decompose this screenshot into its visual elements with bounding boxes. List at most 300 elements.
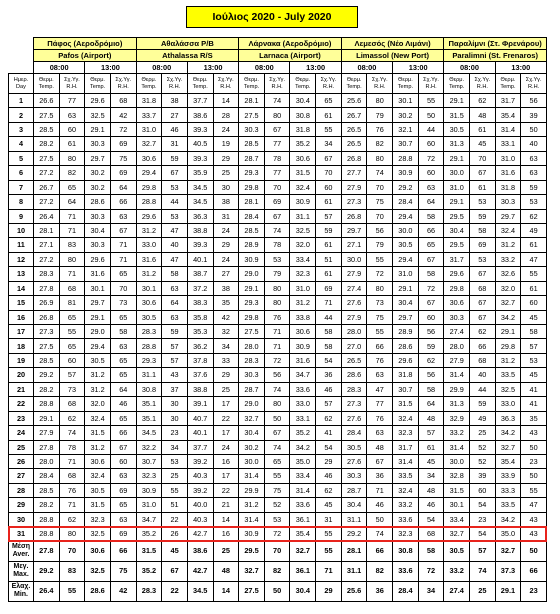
- value-cell: 29.4: [85, 339, 111, 353]
- value-cell: 29.1: [239, 281, 265, 295]
- value-cell: 68: [59, 281, 85, 295]
- station-greek-name: Παραλίμνι (Στ. Φρενάρου): [444, 38, 547, 50]
- value-cell: 69: [470, 238, 496, 252]
- value-cell: 31.2: [136, 223, 162, 237]
- value-cell: 55: [418, 94, 444, 108]
- value-cell: 44: [418, 122, 444, 136]
- value-cell: 26.5: [341, 353, 367, 367]
- value-cell: 29: [213, 368, 239, 382]
- value-cell: 30.3: [495, 195, 521, 209]
- value-cell: 25: [162, 469, 188, 483]
- value-cell: 29.9: [444, 382, 470, 396]
- value-cell: 34.5: [136, 426, 162, 440]
- value-cell: 71: [110, 238, 136, 252]
- value-cell: 29.8: [444, 281, 470, 295]
- value-cell: 28.1: [239, 195, 265, 209]
- value-cell: 28.7: [239, 382, 265, 396]
- value-cell: 29.6: [136, 209, 162, 223]
- value-cell: 39: [470, 469, 496, 483]
- value-cell: 56: [418, 325, 444, 339]
- stats-value: 29.1: [495, 581, 521, 601]
- value-cell: 44: [162, 195, 188, 209]
- value-cell: 66: [110, 426, 136, 440]
- value-cell: 65: [110, 498, 136, 512]
- value-cell: 59: [470, 209, 496, 223]
- value-cell: 25: [213, 166, 239, 180]
- value-cell: 74: [264, 440, 290, 454]
- table-row: [9, 440, 547, 454]
- value-cell: 74: [264, 382, 290, 396]
- value-cell: 29.9: [239, 483, 265, 497]
- value-cell: 70: [367, 180, 393, 194]
- value-cell: 80: [264, 397, 290, 411]
- value-cell: 30.9: [239, 252, 265, 266]
- temp-header: Θερμ. Temp.: [341, 74, 367, 94]
- value-cell: 28.5: [239, 137, 265, 151]
- value-cell: 59: [162, 325, 188, 339]
- value-cell: 29.0: [239, 397, 265, 411]
- value-cell: 30.2: [393, 108, 419, 122]
- value-cell: 27.9: [341, 310, 367, 324]
- stats-value: 32.7: [239, 561, 265, 581]
- table-row: [9, 166, 547, 180]
- day-cell: 14: [9, 281, 34, 295]
- value-cell: 60: [521, 296, 547, 310]
- value-cell: 30.9: [393, 166, 419, 180]
- value-cell: 38.7: [187, 267, 213, 281]
- value-cell: 67: [470, 267, 496, 281]
- value-cell: 30.1: [85, 281, 111, 295]
- stats-value: 23: [521, 581, 547, 601]
- value-cell: 71: [59, 209, 85, 223]
- value-cell: 29.0: [85, 325, 111, 339]
- value-cell: 50: [521, 122, 547, 136]
- value-cell: 33.2: [444, 426, 470, 440]
- value-cell: 65: [316, 94, 342, 108]
- stats-value: 31.5: [136, 541, 162, 561]
- value-cell: 35.4: [495, 108, 521, 122]
- value-cell: 29.6: [444, 267, 470, 281]
- value-cell: 37.7: [187, 440, 213, 454]
- value-cell: 58: [418, 209, 444, 223]
- value-cell: 64: [418, 397, 444, 411]
- stats-value: 25: [470, 581, 496, 601]
- value-cell: 56: [264, 368, 290, 382]
- value-cell: 70: [316, 166, 342, 180]
- value-cell: 67: [162, 166, 188, 180]
- day-cell: 25: [9, 440, 34, 454]
- value-cell: 67: [110, 223, 136, 237]
- temp-header: Θερμ. Temp.: [495, 74, 521, 94]
- value-cell: 33.2: [495, 252, 521, 266]
- value-cell: 67: [470, 296, 496, 310]
- value-cell: 26.9: [34, 296, 60, 310]
- value-cell: 29.2: [341, 527, 367, 541]
- value-cell: 24: [213, 440, 239, 454]
- value-cell: 47: [521, 498, 547, 512]
- value-cell: 30.3: [239, 368, 265, 382]
- value-cell: 63: [110, 512, 136, 526]
- value-cell: 22: [213, 483, 239, 497]
- value-cell: 49: [521, 223, 547, 237]
- value-cell: 50: [521, 469, 547, 483]
- value-cell: 29.0: [239, 267, 265, 281]
- value-cell: 68: [470, 281, 496, 295]
- value-cell: 40.1: [187, 426, 213, 440]
- value-cell: 80: [264, 108, 290, 122]
- table-row: [9, 454, 547, 468]
- value-cell: 63: [521, 151, 547, 165]
- value-cell: 33.5: [495, 368, 521, 382]
- value-cell: 30.6: [136, 151, 162, 165]
- value-cell: 40.5: [187, 137, 213, 151]
- value-cell: 65: [110, 411, 136, 425]
- stats-value: 67: [162, 561, 188, 581]
- value-cell: 30.3: [444, 310, 470, 324]
- value-cell: 31.6: [495, 166, 521, 180]
- value-cell: 58: [110, 325, 136, 339]
- value-cell: 32.4: [85, 469, 111, 483]
- table-row: [9, 368, 547, 382]
- value-cell: 26.5: [341, 137, 367, 151]
- stats-value: 29.5: [239, 541, 265, 561]
- value-cell: 46: [316, 382, 342, 396]
- value-cell: 34.5: [187, 180, 213, 194]
- value-cell: 33.1: [495, 137, 521, 151]
- rh-header: Σχ.Υγ. R.H.: [418, 74, 444, 94]
- value-cell: 75: [367, 310, 393, 324]
- value-cell: 30.3: [85, 137, 111, 151]
- value-cell: 16: [213, 454, 239, 468]
- value-cell: 31.4: [444, 440, 470, 454]
- value-cell: 29.1: [444, 94, 470, 108]
- time-header: 13:00: [290, 62, 341, 74]
- stats-value: 27.5: [239, 581, 265, 601]
- value-cell: 33.3: [495, 483, 521, 497]
- value-cell: 33: [213, 353, 239, 367]
- stats-row: [9, 561, 547, 581]
- value-cell: 27.9: [341, 180, 367, 194]
- stats-value: 29.2: [34, 561, 60, 581]
- stats-value: 70: [264, 541, 290, 561]
- value-cell: 31.1: [136, 368, 162, 382]
- value-cell: 30.5: [444, 122, 470, 136]
- rh-header: Σχ.Υγ. R.H.: [213, 74, 239, 94]
- temp-header: Θερμ. Temp.: [290, 74, 316, 94]
- value-cell: 39.2: [187, 483, 213, 497]
- table-row: [9, 469, 547, 483]
- table-row: [9, 209, 547, 223]
- value-cell: 30.5: [341, 440, 367, 454]
- value-cell: 26: [162, 527, 188, 541]
- value-cell: 33.5: [495, 498, 521, 512]
- value-cell: 25: [470, 426, 496, 440]
- day-cell: 7: [9, 180, 34, 194]
- temp-header: Θερμ. Temp.: [136, 74, 162, 94]
- value-cell: 32.5: [290, 223, 316, 237]
- day-cell: 28: [9, 483, 34, 497]
- value-cell: 38.3: [187, 296, 213, 310]
- value-cell: 30.6: [290, 151, 316, 165]
- value-cell: 65: [59, 180, 85, 194]
- stats-label: Μεγ. Max.: [9, 561, 34, 581]
- value-cell: 58: [162, 267, 188, 281]
- value-cell: 33.8: [290, 310, 316, 324]
- value-cell: 44: [316, 310, 342, 324]
- value-cell: 53: [521, 195, 547, 209]
- value-cell: 58: [418, 267, 444, 281]
- value-cell: 27.5: [34, 151, 60, 165]
- value-cell: 28.8: [136, 195, 162, 209]
- value-cell: 77: [367, 397, 393, 411]
- value-cell: 26.5: [341, 122, 367, 136]
- value-cell: 63: [110, 469, 136, 483]
- value-cell: 41: [521, 382, 547, 396]
- day-cell: 18: [9, 339, 34, 353]
- value-cell: 46: [418, 498, 444, 512]
- value-cell: 42.7: [187, 527, 213, 541]
- value-cell: 31.7: [444, 252, 470, 266]
- value-cell: 17: [213, 469, 239, 483]
- rh-header: Σχ.Υγ. R.H.: [59, 74, 85, 94]
- value-cell: 33.6: [393, 512, 419, 526]
- value-cell: 56: [521, 94, 547, 108]
- value-cell: 74: [59, 426, 85, 440]
- value-cell: 63: [367, 426, 393, 440]
- value-cell: 36.3: [495, 411, 521, 425]
- value-cell: 50: [264, 411, 290, 425]
- value-cell: 73: [110, 296, 136, 310]
- value-cell: 55: [59, 325, 85, 339]
- value-cell: 63: [162, 281, 188, 295]
- rh-header: Σχ.Υγ. R.H.: [367, 74, 393, 94]
- value-cell: 56: [367, 223, 393, 237]
- value-cell: 27.1: [341, 238, 367, 252]
- value-cell: 59: [162, 151, 188, 165]
- value-cell: 31.6: [136, 252, 162, 266]
- value-cell: 38.6: [187, 108, 213, 122]
- value-cell: 35: [521, 411, 547, 425]
- value-cell: 29.5: [444, 238, 470, 252]
- value-cell: 35.2: [290, 137, 316, 151]
- value-cell: 65: [264, 454, 290, 468]
- value-cell: 30.5: [393, 238, 419, 252]
- stats-value: 72: [418, 561, 444, 581]
- value-cell: 51: [162, 498, 188, 512]
- stats-value: 34: [418, 581, 444, 601]
- day-cell: 13: [9, 267, 34, 281]
- value-cell: 62: [418, 353, 444, 367]
- day-cell: 4: [9, 137, 34, 151]
- stats-value: 36: [367, 581, 393, 601]
- value-cell: 31.2: [495, 238, 521, 252]
- value-cell: 32.4: [495, 223, 521, 237]
- value-cell: 61: [521, 281, 547, 295]
- value-cell: 26.8: [341, 209, 367, 223]
- value-cell: 27.5: [239, 325, 265, 339]
- stats-value: 22: [162, 581, 188, 601]
- stats-value: 25: [213, 541, 239, 561]
- day-cell: 20: [9, 368, 34, 382]
- value-cell: 47: [162, 252, 188, 266]
- value-cell: 29.8: [239, 310, 265, 324]
- value-cell: 31.8: [136, 94, 162, 108]
- value-cell: 43: [521, 527, 547, 541]
- value-cell: 40: [470, 368, 496, 382]
- value-cell: 30.1: [444, 498, 470, 512]
- value-cell: 71: [316, 296, 342, 310]
- value-cell: 32.7: [239, 411, 265, 425]
- day-cell: 3: [9, 122, 34, 136]
- value-cell: 69: [110, 527, 136, 541]
- value-cell: 39.2: [187, 454, 213, 468]
- value-cell: 49: [470, 411, 496, 425]
- day-cell: 8: [9, 195, 34, 209]
- value-cell: 55: [521, 267, 547, 281]
- value-cell: 28: [213, 108, 239, 122]
- time-header: 08:00: [444, 62, 495, 74]
- value-cell: 79: [367, 108, 393, 122]
- value-cell: 63: [110, 209, 136, 223]
- value-cell: 67: [110, 440, 136, 454]
- value-cell: 83: [59, 238, 85, 252]
- value-cell: 59: [470, 397, 496, 411]
- value-cell: 27.8: [34, 281, 60, 295]
- value-cell: 32.4: [290, 180, 316, 194]
- value-cell: 55: [316, 527, 342, 541]
- value-cell: 61: [470, 180, 496, 194]
- value-cell: 36: [316, 368, 342, 382]
- value-cell: 76: [367, 122, 393, 136]
- stats-value: 30.6: [85, 541, 111, 561]
- table-row: [9, 137, 547, 151]
- value-cell: 68: [59, 397, 85, 411]
- value-cell: 80: [264, 281, 290, 295]
- time-header: 08:00: [239, 62, 290, 74]
- value-cell: 28.5: [34, 483, 60, 497]
- value-cell: 34.2: [495, 310, 521, 324]
- value-cell: 33.2: [393, 498, 419, 512]
- value-cell: 41: [316, 426, 342, 440]
- stats-value: 14: [213, 581, 239, 601]
- value-cell: 72: [264, 527, 290, 541]
- value-cell: 50: [521, 440, 547, 454]
- value-cell: 55: [521, 483, 547, 497]
- rh-header: Σχ.Υγ. R.H.: [470, 74, 496, 94]
- value-cell: 24: [213, 122, 239, 136]
- value-cell: 71: [264, 325, 290, 339]
- day-cell: 31: [9, 527, 34, 541]
- value-cell: 34: [213, 339, 239, 353]
- value-cell: 29.1: [444, 151, 470, 165]
- value-cell: 29.2: [393, 180, 419, 194]
- value-cell: 32.4: [393, 411, 419, 425]
- value-cell: 22: [162, 512, 188, 526]
- value-cell: 31.2: [495, 353, 521, 367]
- value-cell: 27.3: [341, 195, 367, 209]
- value-cell: 39.3: [187, 151, 213, 165]
- day-cell: 29: [9, 498, 34, 512]
- value-cell: 31.2: [239, 498, 265, 512]
- station-greek-name: Αθαλάσσα Ρ/Β: [136, 38, 239, 50]
- value-cell: 64: [110, 180, 136, 194]
- value-cell: 27.4: [444, 325, 470, 339]
- value-cell: 35.8: [187, 310, 213, 324]
- value-cell: 58: [470, 223, 496, 237]
- stats-value: 66: [367, 541, 393, 561]
- value-cell: 41: [521, 397, 547, 411]
- value-cell: 14: [213, 94, 239, 108]
- value-cell: 80: [367, 281, 393, 295]
- value-cell: 69: [264, 195, 290, 209]
- value-cell: 31.1: [290, 209, 316, 223]
- value-cell: 29.4: [393, 209, 419, 223]
- value-cell: 31.2: [290, 296, 316, 310]
- temp-header: Θερμ. Temp.: [187, 74, 213, 94]
- value-cell: 29: [213, 238, 239, 252]
- stats-value: 45: [162, 541, 188, 561]
- value-cell: 27.2: [34, 166, 60, 180]
- stats-value: 30.4: [290, 581, 316, 601]
- value-cell: 33.4: [444, 512, 470, 526]
- value-cell: 30.4: [444, 223, 470, 237]
- value-cell: 40: [162, 238, 188, 252]
- value-cell: 28.0: [239, 339, 265, 353]
- value-cell: 28.4: [239, 209, 265, 223]
- value-cell: 32.0: [85, 397, 111, 411]
- value-cell: 32.5: [85, 108, 111, 122]
- value-cell: 28.8: [34, 527, 60, 541]
- value-cell: 80: [367, 151, 393, 165]
- value-cell: 52: [470, 440, 496, 454]
- stats-value: 32.5: [85, 561, 111, 581]
- value-cell: 32.8: [444, 469, 470, 483]
- value-cell: 63: [521, 166, 547, 180]
- value-cell: 29.6: [85, 94, 111, 108]
- value-cell: 30.9: [136, 483, 162, 497]
- value-cell: 78: [59, 440, 85, 454]
- value-cell: 61: [418, 440, 444, 454]
- value-cell: 69: [110, 137, 136, 151]
- value-cell: 28.1: [239, 94, 265, 108]
- value-cell: 55: [264, 469, 290, 483]
- table-row: [9, 339, 547, 353]
- value-cell: 31.5: [444, 108, 470, 122]
- table-row: [9, 195, 547, 209]
- time-header: 13:00: [393, 62, 444, 74]
- value-cell: 27.9: [444, 353, 470, 367]
- value-cell: 34.2: [495, 512, 521, 526]
- value-cell: 31.0: [495, 151, 521, 165]
- value-cell: 27.9: [34, 426, 60, 440]
- temp-header: Θερμ. Temp.: [85, 74, 111, 94]
- temp-header: Θερμ. Temp.: [393, 74, 419, 94]
- value-cell: 30.4: [393, 296, 419, 310]
- value-cell: 30: [162, 411, 188, 425]
- value-cell: 67: [418, 296, 444, 310]
- rh-header: Σχ.Υγ. R.H.: [110, 74, 136, 94]
- value-cell: 31.4: [290, 483, 316, 497]
- value-cell: 30.9: [290, 195, 316, 209]
- stats-value: 42: [110, 581, 136, 601]
- value-cell: 82: [59, 166, 85, 180]
- value-cell: 27.1: [34, 238, 60, 252]
- value-cell: 27: [162, 108, 188, 122]
- value-cell: 29: [213, 151, 239, 165]
- value-cell: 53: [264, 512, 290, 526]
- value-cell: 65: [59, 310, 85, 324]
- value-cell: 33.4: [290, 252, 316, 266]
